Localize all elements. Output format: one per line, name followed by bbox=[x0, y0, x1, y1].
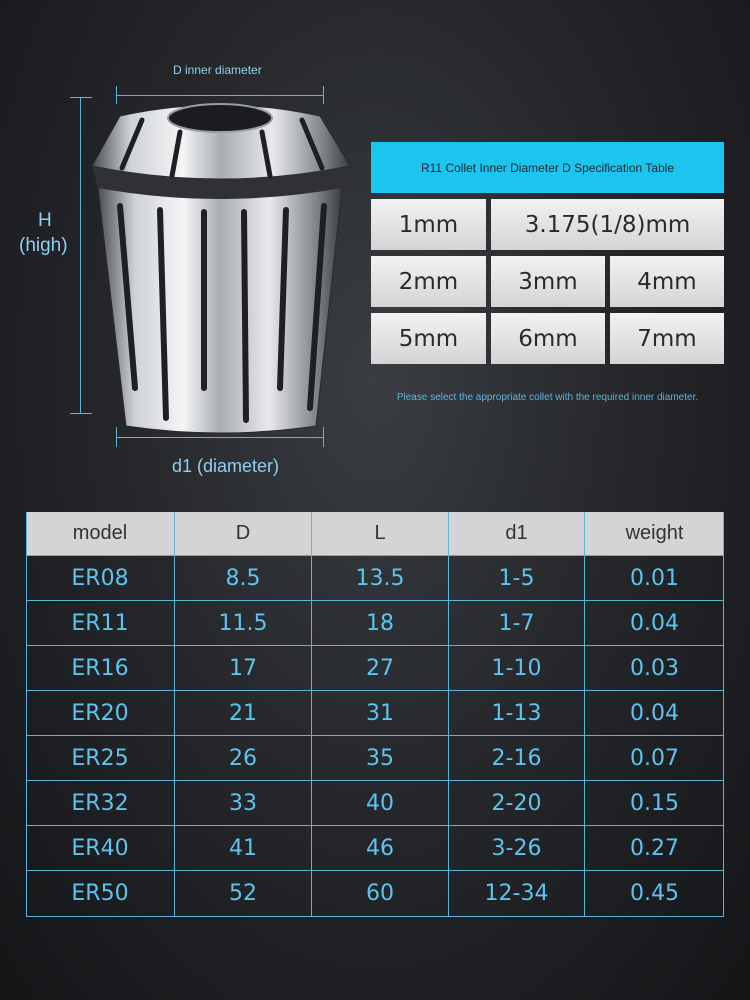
table-cell: ER20 bbox=[71, 700, 129, 726]
table-cell: 2-16 bbox=[491, 745, 542, 771]
diameter-label: d1 (diameter) bbox=[172, 456, 280, 476]
table-cell: ER25 bbox=[71, 745, 129, 771]
column-header-d: D bbox=[175, 512, 311, 555]
column-divider bbox=[584, 512, 585, 917]
table-cell: 35 bbox=[366, 745, 394, 771]
table-row bbox=[26, 735, 724, 780]
column-header-l: L bbox=[312, 512, 448, 555]
spec-cell: 3.175(1/8)mm bbox=[491, 199, 724, 250]
table-cell: ER16 bbox=[71, 655, 129, 681]
table-cell: 40 bbox=[366, 790, 394, 816]
spec-cell: 1mm bbox=[371, 199, 486, 250]
table-cell: 33 bbox=[229, 790, 257, 816]
table-cell: 12-34 bbox=[484, 880, 549, 906]
table-cell: 3-26 bbox=[491, 835, 542, 861]
table-border-bottom bbox=[26, 916, 724, 917]
spec-cell: 7mm bbox=[610, 313, 724, 364]
table-row bbox=[26, 780, 724, 825]
collet-image bbox=[80, 88, 370, 438]
table-cell: 21 bbox=[229, 700, 257, 726]
table-row bbox=[26, 600, 724, 645]
column-header-d1: d1 bbox=[449, 512, 584, 555]
column-divider bbox=[311, 512, 312, 917]
column-divider bbox=[448, 512, 449, 917]
table-cell: 52 bbox=[229, 880, 257, 906]
table-cell: 1-13 bbox=[491, 700, 542, 726]
table-cell: 0.15 bbox=[630, 790, 679, 816]
table-cell: 17 bbox=[229, 655, 257, 681]
spec-table-title: R11 Collet Inner Diameter D Specification Table bbox=[371, 142, 724, 193]
column-header-model: model bbox=[26, 512, 174, 555]
table-row bbox=[26, 825, 724, 870]
table-cell: 46 bbox=[366, 835, 394, 861]
table-cell: 11.5 bbox=[218, 610, 268, 636]
table-cell: 0.04 bbox=[630, 610, 679, 636]
table-border-left bbox=[26, 512, 27, 917]
table-row bbox=[26, 645, 724, 690]
column-header-weight: weight bbox=[585, 512, 724, 555]
table-cell: 60 bbox=[366, 880, 394, 906]
table-cell: 0.45 bbox=[630, 880, 679, 906]
table-cell: ER32 bbox=[71, 790, 129, 816]
table-cell: 0.07 bbox=[630, 745, 679, 771]
height-label-h: H bbox=[38, 210, 52, 231]
table-cell: 1-7 bbox=[498, 610, 535, 636]
table-cell: 27 bbox=[366, 655, 394, 681]
table-cell: 8.5 bbox=[225, 565, 261, 591]
table-cell: ER11 bbox=[71, 610, 129, 636]
spec-cell: 2mm bbox=[371, 256, 486, 307]
table-cell: 18 bbox=[366, 610, 394, 636]
table-cell: 1-5 bbox=[498, 565, 535, 591]
table-cell: 26 bbox=[229, 745, 257, 771]
table-cell: 41 bbox=[229, 835, 257, 861]
table-row bbox=[26, 870, 724, 915]
table-cell: 13.5 bbox=[355, 565, 405, 591]
table-cell: ER50 bbox=[71, 880, 129, 906]
spec-note: Please select the appropriate collet with the required inner diameter. bbox=[396, 392, 699, 403]
table-cell: 0.04 bbox=[630, 700, 679, 726]
table-cell: 2-20 bbox=[491, 790, 542, 816]
column-divider bbox=[174, 512, 175, 917]
table-cell: 1-10 bbox=[491, 655, 542, 681]
table-row bbox=[26, 690, 724, 735]
spec-cell: 5mm bbox=[371, 313, 486, 364]
inner-diameter-label: D inner diameter bbox=[173, 63, 262, 77]
spec-cell: 6mm bbox=[491, 313, 605, 364]
table-cell: 31 bbox=[366, 700, 394, 726]
table-border-right bbox=[723, 512, 724, 917]
table-cell: 0.27 bbox=[630, 835, 679, 861]
spec-cell: 4mm bbox=[610, 256, 724, 307]
model-table bbox=[26, 512, 724, 917]
table-cell: 0.01 bbox=[630, 565, 679, 591]
height-label-high: (high) bbox=[19, 235, 68, 256]
table-cell: ER40 bbox=[71, 835, 129, 861]
spec-cell: 3mm bbox=[491, 256, 605, 307]
table-cell: 0.03 bbox=[630, 655, 679, 681]
table-row bbox=[26, 555, 724, 600]
table-cell: ER08 bbox=[71, 565, 129, 591]
